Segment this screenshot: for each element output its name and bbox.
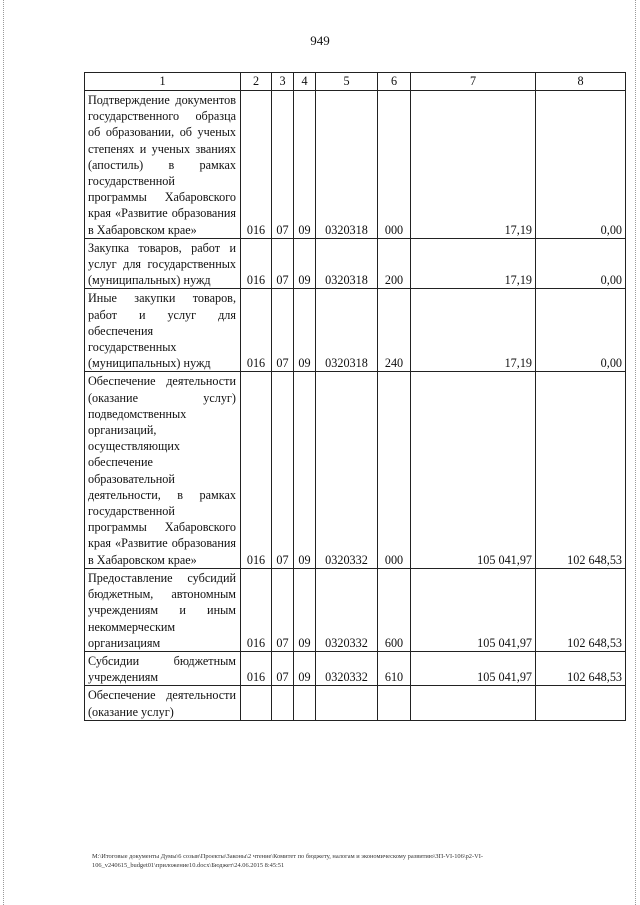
table-row: [85, 91, 626, 239]
section-code: 07: [272, 238, 294, 289]
expense-type-code: 200: [378, 238, 411, 289]
ministry-code: [241, 686, 272, 720]
subsection-code: 09: [294, 651, 316, 685]
ministry-code: 016: [241, 651, 272, 685]
table-header-row: [85, 73, 626, 91]
amount-col-8: 102 648,53: [536, 651, 626, 685]
section-code: 07: [272, 372, 294, 568]
row-name: Предоставление субсидий бюджетным, автономным учреждениям и иным некоммерческим организациям: [85, 568, 241, 651]
expense-type-code: 000: [378, 372, 411, 568]
header-cell-4: 4: [294, 73, 316, 91]
subsection-code: 09: [294, 568, 316, 651]
footer-line-2: 106_v240615_budget01\приложение10.docx\Бюджет\24.06.2015 8:45:51: [92, 862, 285, 869]
amount-col-8: 0,00: [536, 91, 626, 239]
scan-edge-left: [3, 0, 5, 905]
amount-col-8: 102 648,53: [536, 568, 626, 651]
header-cell-6: 6: [378, 73, 411, 91]
header-cell-5: 5: [316, 73, 378, 91]
ministry-code: 016: [241, 289, 272, 372]
target-item-code: 0320318: [316, 238, 378, 289]
section-code: 07: [272, 651, 294, 685]
table-row: [85, 372, 626, 568]
subsection-code: 09: [294, 238, 316, 289]
row-name: Обеспечение деятельности (оказание услуг): [85, 686, 241, 720]
table-row: [85, 289, 626, 372]
section-code: [272, 686, 294, 720]
amount-col-7: [411, 686, 536, 720]
amount-col-7: 105 041,97: [411, 372, 536, 568]
subsection-code: 09: [294, 372, 316, 568]
section-code: 07: [272, 568, 294, 651]
target-item-code: 0320318: [316, 91, 378, 239]
footer-line-1: M:\Итоговые документы Думы\6 созыв\Проекты\Законы\2 чтение\Комитет по бюджету, налогам и экономическому развитию\ЗП-VI-106\р2-VI-: [92, 853, 483, 860]
row-name: Субсидии бюджетным учреждениям: [85, 651, 241, 685]
target-item-code: [316, 686, 378, 720]
header-cell-2: 2: [241, 73, 272, 91]
target-item-code: 0320318: [316, 289, 378, 372]
expense-type-code: 240: [378, 289, 411, 372]
amount-col-7: 105 041,97: [411, 568, 536, 651]
scan-edge-right: [635, 0, 637, 905]
header-cell-7: 7: [411, 73, 536, 91]
budget-table: [84, 72, 626, 721]
expense-type-code: 610: [378, 651, 411, 685]
amount-col-7: 105 041,97: [411, 651, 536, 685]
amount-col-8: 0,00: [536, 289, 626, 372]
ministry-code: 016: [241, 238, 272, 289]
table-row: [85, 568, 626, 651]
table-row: [85, 686, 626, 720]
amount-col-8: 102 648,53: [536, 372, 626, 568]
amount-col-7: 17,19: [411, 238, 536, 289]
amount-col-7: 17,19: [411, 289, 536, 372]
section-code: 07: [272, 91, 294, 239]
header-cell-3: 3: [272, 73, 294, 91]
subsection-code: 09: [294, 91, 316, 239]
row-name: Закупка товаров, работ и услуг для государственных (муниципальных) нужд: [85, 238, 241, 289]
header-cell-8: 8: [536, 73, 626, 91]
header-cell-1: 1: [85, 73, 241, 91]
table-row: [85, 651, 626, 685]
amount-col-7: 17,19: [411, 91, 536, 239]
ministry-code: 016: [241, 372, 272, 568]
file-path-footer: [92, 852, 612, 870]
row-name: Обеспечение деятельности (оказание услуг) подведомственных организаций, осуществляющих обеспечение образовательной деятельности, в рамках государственной программы Хабаровского края «Развитие образования в Хабаровском крае»: [85, 372, 241, 568]
amount-col-8: [536, 686, 626, 720]
target-item-code: 0320332: [316, 568, 378, 651]
expense-type-code: 600: [378, 568, 411, 651]
amount-col-8: 0,00: [536, 238, 626, 289]
target-item-code: 0320332: [316, 372, 378, 568]
ministry-code: 016: [241, 568, 272, 651]
target-item-code: 0320332: [316, 651, 378, 685]
expense-type-code: 000: [378, 91, 411, 239]
table-row: [85, 238, 626, 289]
page-number: 949: [310, 33, 330, 48]
section-code: 07: [272, 289, 294, 372]
subsection-code: [294, 686, 316, 720]
row-name: Подтверждение документов государственного образца об образовании, об ученых степенях и ученых званиях (апостиль) в рамках государственной программы Хабаровского края «Развитие образования в Хабаровском крае»: [85, 91, 241, 239]
ministry-code: 016: [241, 91, 272, 239]
row-name: Иные закупки товаров, работ и услуг для обеспечения государственных (муниципальных) нужд: [85, 289, 241, 372]
expense-type-code: [378, 686, 411, 720]
subsection-code: 09: [294, 289, 316, 372]
